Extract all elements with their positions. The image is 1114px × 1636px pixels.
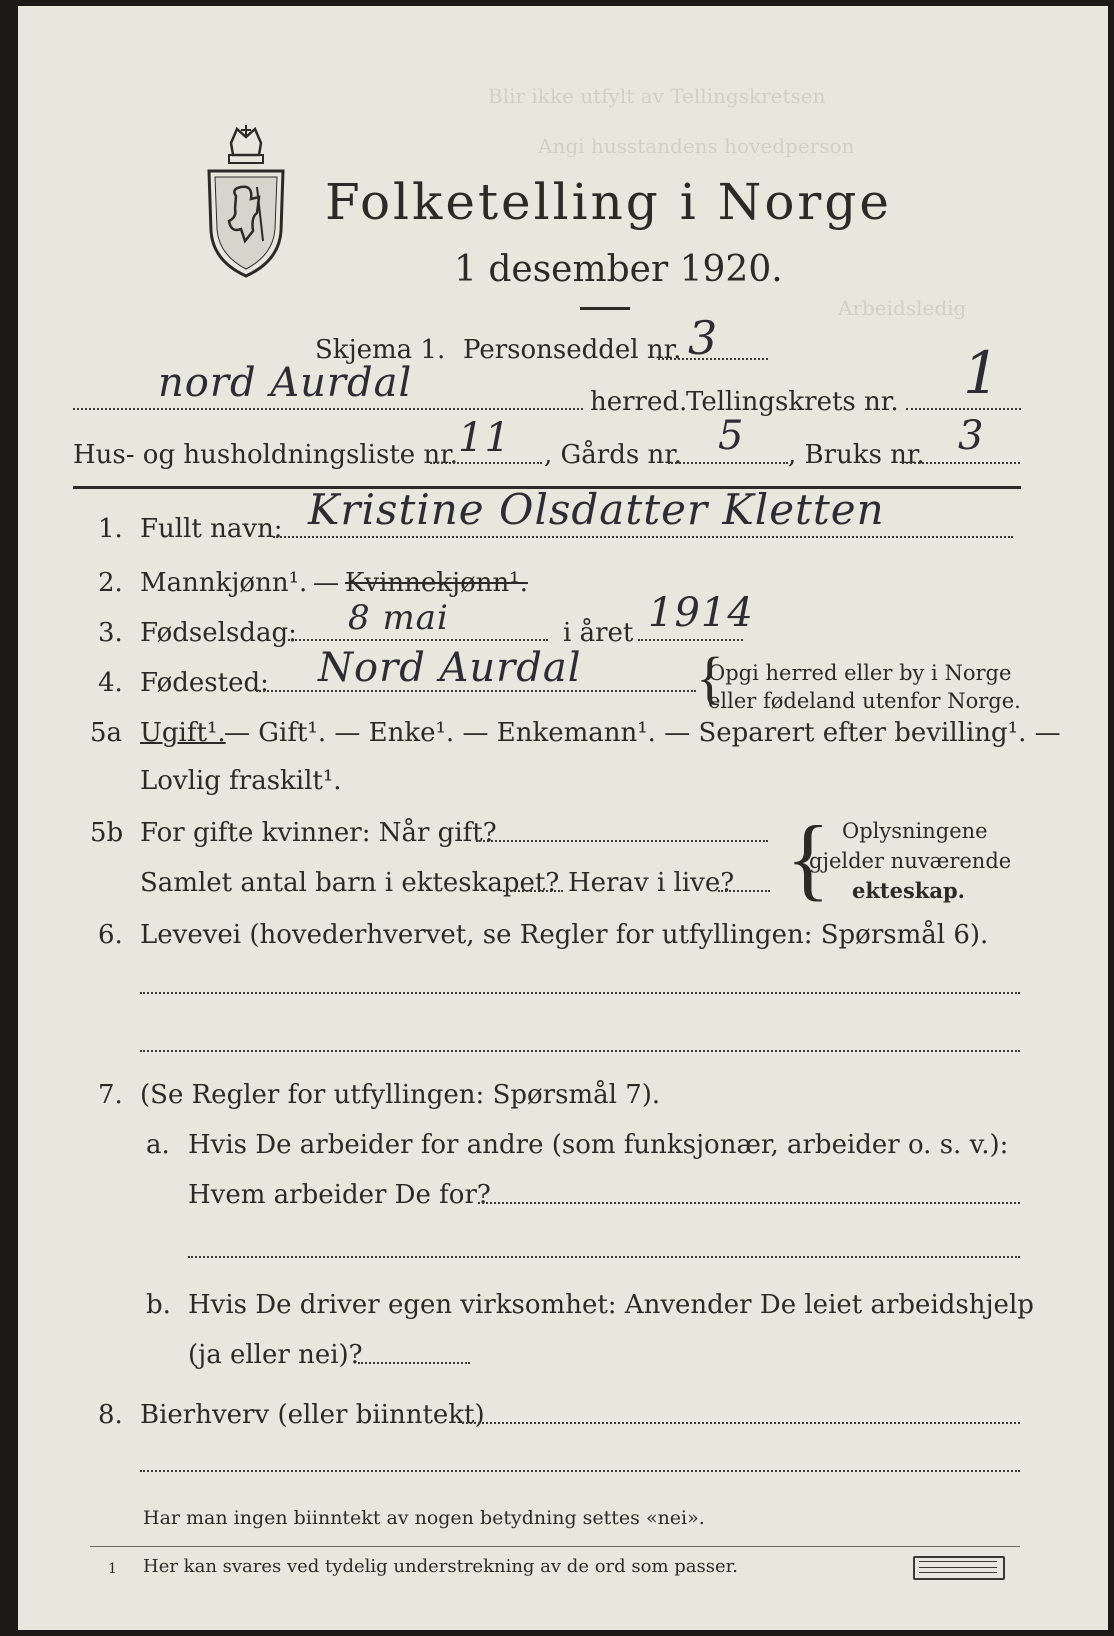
q5b-line — [476, 840, 768, 842]
note-line-1: Oplysningene — [842, 819, 988, 843]
note-line-2: gjelder nuværende — [809, 849, 1012, 873]
district-label: Tellingskrets nr. — [686, 387, 899, 417]
footer-divider — [90, 1546, 1020, 1547]
children-line — [503, 890, 563, 892]
person-slip-label: Personseddel nr. — [463, 335, 682, 365]
holding-label: , Bruks nr. — [788, 440, 925, 470]
birthplace-value[interactable]: Nord Aurdal — [318, 645, 582, 691]
q1-number: 1. — [98, 514, 123, 544]
birthday-value[interactable]: 8 mai — [348, 598, 449, 638]
q5b-number: 5b — [90, 818, 124, 848]
district-line — [906, 408, 1021, 410]
printer-stamp — [913, 1556, 1005, 1580]
q8-number: 8. — [98, 1400, 123, 1430]
q3-number: 3. — [98, 618, 123, 648]
q5b-label: For gifte kvinner: Når gift? — [140, 818, 497, 848]
q6-number: 6. — [98, 920, 123, 950]
footnote-text: Her kan svares ved tydelig understrekning av de ord som passer. — [143, 1556, 738, 1577]
q1-label: Fullt navn: — [140, 514, 283, 544]
bleed-through-text: Blir ikke utfylt av Tellingskretsen — [488, 84, 826, 108]
form-title: Folketelling i Norge — [325, 173, 892, 231]
children-label: Samlet antal barn i ekteskapet? — [140, 868, 560, 898]
q2-number: 2. — [98, 568, 123, 598]
q4-number: 4. — [98, 668, 123, 698]
marital-options[interactable]: — Gift¹. — Enke¹. — Enkemann¹. — Separert efter bevilling¹. — — [224, 718, 1061, 748]
employer-line — [478, 1202, 1020, 1204]
district-value[interactable]: 1 — [963, 339, 1001, 407]
municipality-line — [73, 408, 583, 410]
q7a-employer-label: Hvem arbeider De for? — [188, 1180, 491, 1210]
unmarried-option[interactable]: Ugift¹. — [140, 718, 226, 748]
household-line — [430, 462, 542, 464]
q7a-letter: a. — [146, 1130, 170, 1160]
male-option[interactable]: Mannkjønn¹. — [140, 568, 308, 598]
q7b-letter: b. — [146, 1290, 171, 1320]
q4-label: Fødested: — [140, 668, 269, 698]
person-slip-number[interactable]: 3 — [688, 311, 719, 365]
q6-line-2 — [140, 1050, 1020, 1052]
q8-label: Bierhverv (eller biinntekt) — [140, 1400, 485, 1430]
census-form-sheet — [18, 6, 1108, 1630]
birth-year-value[interactable]: 1914 — [648, 590, 754, 636]
q7-label: (Se Regler for utfyllingen: Spørsmål 7). — [140, 1080, 661, 1110]
footnote-marker: 1 — [108, 1561, 117, 1577]
municipality-label: herred. — [590, 387, 688, 417]
q7-number: 7. — [98, 1080, 123, 1110]
dash: — — [313, 568, 339, 598]
divorced-option[interactable]: Lovlig fraskilt¹. — [140, 766, 342, 796]
q1-line — [273, 536, 1013, 538]
birthplace-note-1: Opgi herred eller by i Norge — [708, 661, 1012, 685]
form-date: 1 desember 1920. — [454, 249, 783, 290]
farm-label: , Gårds nr. — [544, 440, 683, 470]
q3-label: Fødselsdag: — [140, 618, 297, 648]
year-line — [638, 639, 743, 641]
alive-label: Herav i live? — [568, 868, 735, 898]
full-name-value[interactable]: Kristine Olsdatter Kletten — [308, 485, 885, 534]
brace: { — [696, 645, 724, 710]
municipality-value[interactable]: nord Aurdal — [158, 360, 413, 406]
income-note: Har man ingen biinntekt av nogen betydning settes «nei». — [143, 1507, 705, 1529]
yes-no-line — [358, 1362, 470, 1364]
farm-value[interactable]: 5 — [718, 413, 745, 459]
birthplace-note-2: eller fødeland utenfor Norge. — [708, 689, 1021, 713]
bleed-through-text: Angi husstandens hovedperson — [538, 134, 855, 158]
q7a-text: Hvis De arbeider for andre (som funksjonær, arbeider o. s. v.): — [188, 1130, 1009, 1160]
norwegian-coat-of-arms-icon — [201, 121, 291, 281]
household-list-label: Hus- og husholdningsliste nr. — [73, 440, 459, 470]
farm-line — [668, 462, 788, 464]
q6-line-1 — [140, 992, 1020, 994]
q7b-text: Hvis De driver egen virksomhet: Anvender De leiet arbeidshjelp — [188, 1290, 1034, 1320]
employer-line-2 — [188, 1256, 1020, 1258]
q6-label: Levevei (hovederhvervet, se Regler for utfyllingen: Spørsmål 6). — [140, 920, 989, 950]
holding-line — [902, 462, 1020, 464]
side-income-line — [462, 1422, 1020, 1424]
alive-line — [718, 890, 770, 892]
year-label: i året — [563, 618, 634, 648]
side-income-line-2 — [140, 1470, 1020, 1472]
holding-value[interactable]: 3 — [958, 413, 985, 459]
bleed-through-text: Arbeidsledig — [838, 296, 967, 320]
note-line-3: ekteskap. — [852, 878, 965, 903]
schema-label: Skjema 1. — [315, 335, 446, 365]
q7b-yes-no: (ja eller nei)? — [188, 1340, 363, 1370]
female-option[interactable]: Kvinnekjønn¹. — [345, 568, 528, 598]
header-divider — [580, 307, 630, 310]
q5a-number: 5a — [90, 718, 123, 748]
brace: { — [786, 807, 831, 909]
household-value[interactable]: 11 — [458, 415, 511, 461]
